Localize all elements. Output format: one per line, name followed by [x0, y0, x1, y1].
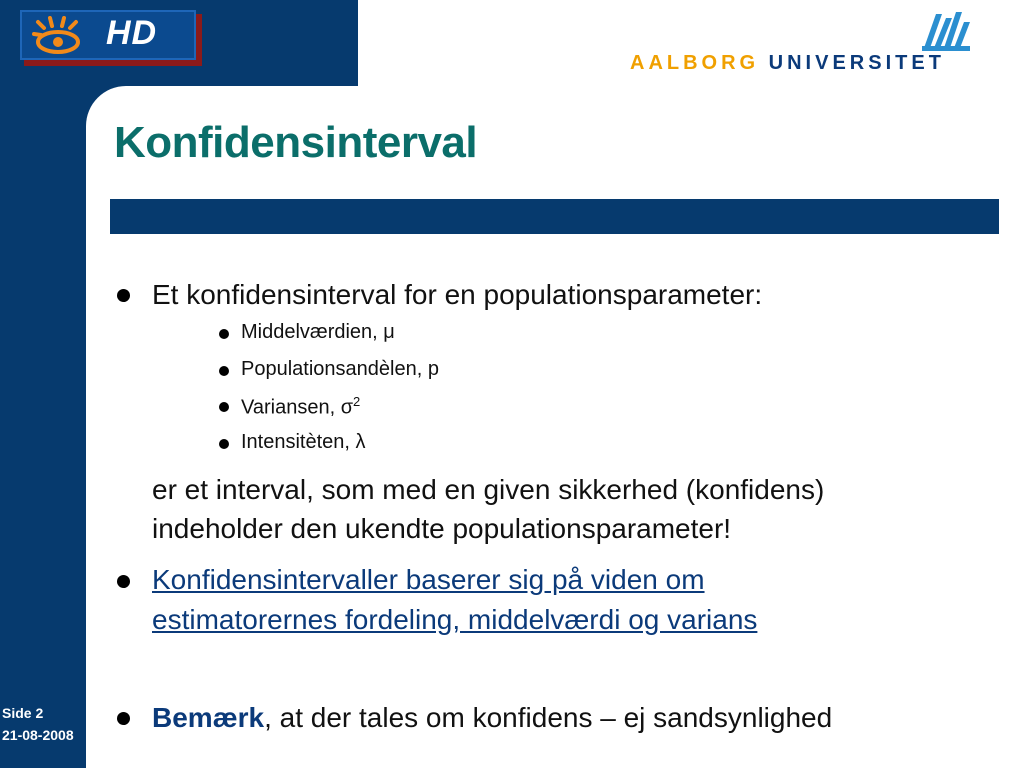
bullet-dot [117, 289, 130, 302]
aau-aalborg-text: AALBORG [630, 52, 760, 74]
continuation-line-1: er et interval, som med en given sikkerhed (konfidens) [152, 474, 825, 505]
aau-logo [630, 8, 1015, 78]
left-sidebar-band [0, 0, 86, 768]
bullet-2-link-line-2[interactable]: estimatorernes fordeling, middelværdi og varians [152, 604, 758, 635]
footer-page-number: Side 2 [2, 705, 44, 721]
bullet-1-text: Et konfidensinterval for en populationsparameter: [152, 279, 763, 310]
eye-icon [30, 16, 100, 56]
hd-logo [20, 10, 202, 66]
title-underline-bar [110, 199, 999, 234]
sub-bullet-dot [219, 439, 229, 449]
aau-wordmark [630, 52, 945, 75]
sub-item-intensity: Intensitèten, λ [241, 431, 366, 453]
sub-item-variance [241, 394, 360, 420]
variance-superscript: 2 [353, 394, 361, 409]
sub-bullet-dot [219, 402, 229, 412]
bullet-2-link-line-1[interactable]: Konfidensintervaller baserer sig på viden om [152, 564, 705, 595]
continuation-line-2: indeholder den ukendte populationsparameter! [152, 513, 732, 544]
sub-item-mean: Middelværdien, μ [241, 321, 395, 343]
aau-universitet-text: UNIVERSITET [768, 52, 945, 74]
hd-logo-text: HD [106, 14, 158, 52]
aau-wave-icon [918, 8, 974, 54]
bullet-3-bold: Bemærk [152, 702, 265, 733]
bullet-dot [117, 575, 130, 588]
bullet-dot [117, 712, 130, 725]
bullet-3-rest: , at der tales om konfidens – ej sandsynlighed [264, 702, 833, 733]
footer-date: 21-08-2008 [2, 727, 74, 743]
sub-bullet-dot [219, 329, 229, 339]
sub-item-variance-text: Variansen, σ [241, 396, 354, 419]
bullet-3-text [152, 699, 832, 737]
slide-title: Konfidensinterval [114, 118, 478, 167]
sub-item-proportion: Populationsandèlen, p [241, 358, 439, 380]
sub-bullet-dot [219, 366, 229, 376]
